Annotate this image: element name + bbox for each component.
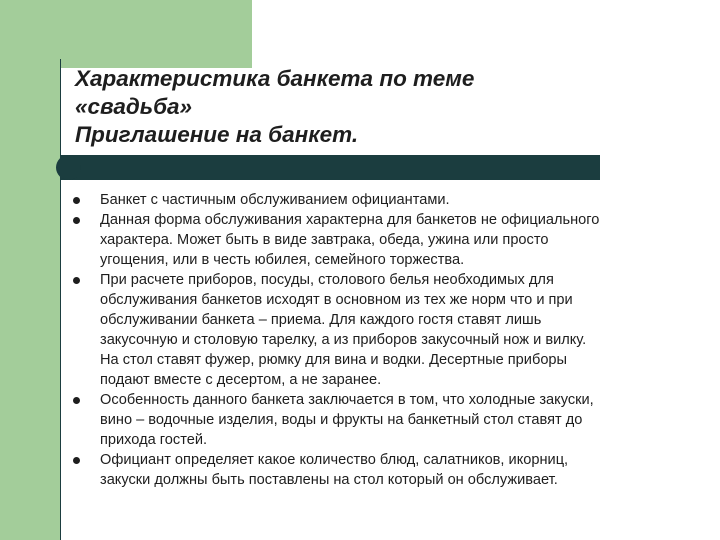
bullet-text: Официант определяет какое количество блюд, салатников, икорниц, закуски должны быть поставлены на стол который он обслуживает. [100, 452, 569, 488]
bullet-dot-icon [73, 277, 80, 284]
title-divider-bar [60, 155, 600, 180]
slide-title-line-3: Приглашение на банкет. [75, 122, 359, 147]
bullet-text: При расчете приборов, посуды, столового белья необходимых для обслуживания банкетов исходят в основном из тех же норм что и при обслуживании банкета – приема. Для каждого гостя ставят лишь закусочную и столовую тарелку, а из приборов закусочный нож и вилку. На стол ставят фужер, рюмку для вина и водки. Десертные приборы подают вместе с десертом, а не заранее. [100, 272, 587, 388]
slide-title-line-2: «свадьба» [75, 94, 193, 119]
slide-title [75, 65, 635, 149]
bullet-item [60, 390, 700, 450]
bullet-dot-icon [73, 457, 80, 464]
bullet-dot-icon [73, 197, 80, 204]
bullet-dot-icon [73, 397, 80, 404]
slide-title-line-1: Характеристика банкета по теме [75, 66, 475, 91]
bullet-item [60, 450, 700, 490]
bullet-item [60, 190, 700, 210]
bullet-list [60, 190, 700, 490]
bullet-text: Банкет с частичным обслуживанием официантами. [100, 192, 450, 208]
bullet-text: Данная форма обслуживания характерна для банкетов не официального характера. Может быть в виде завтрака, обеда, ужина или просто угощения, или в честь юбилея, семейного торжества. [100, 212, 600, 268]
divider-bar-rounded-end [56, 155, 81, 180]
bullet-dot-icon [73, 217, 80, 224]
decorative-green-block-left [0, 0, 60, 540]
bullet-text: Особенность данного банкета заключается в том, что холодные закуски, вино – водочные изделия, воды и фрукты на банкетный стол ставят до прихода гостей. [100, 392, 594, 448]
bullet-item [60, 210, 700, 270]
bullet-item [60, 270, 700, 390]
